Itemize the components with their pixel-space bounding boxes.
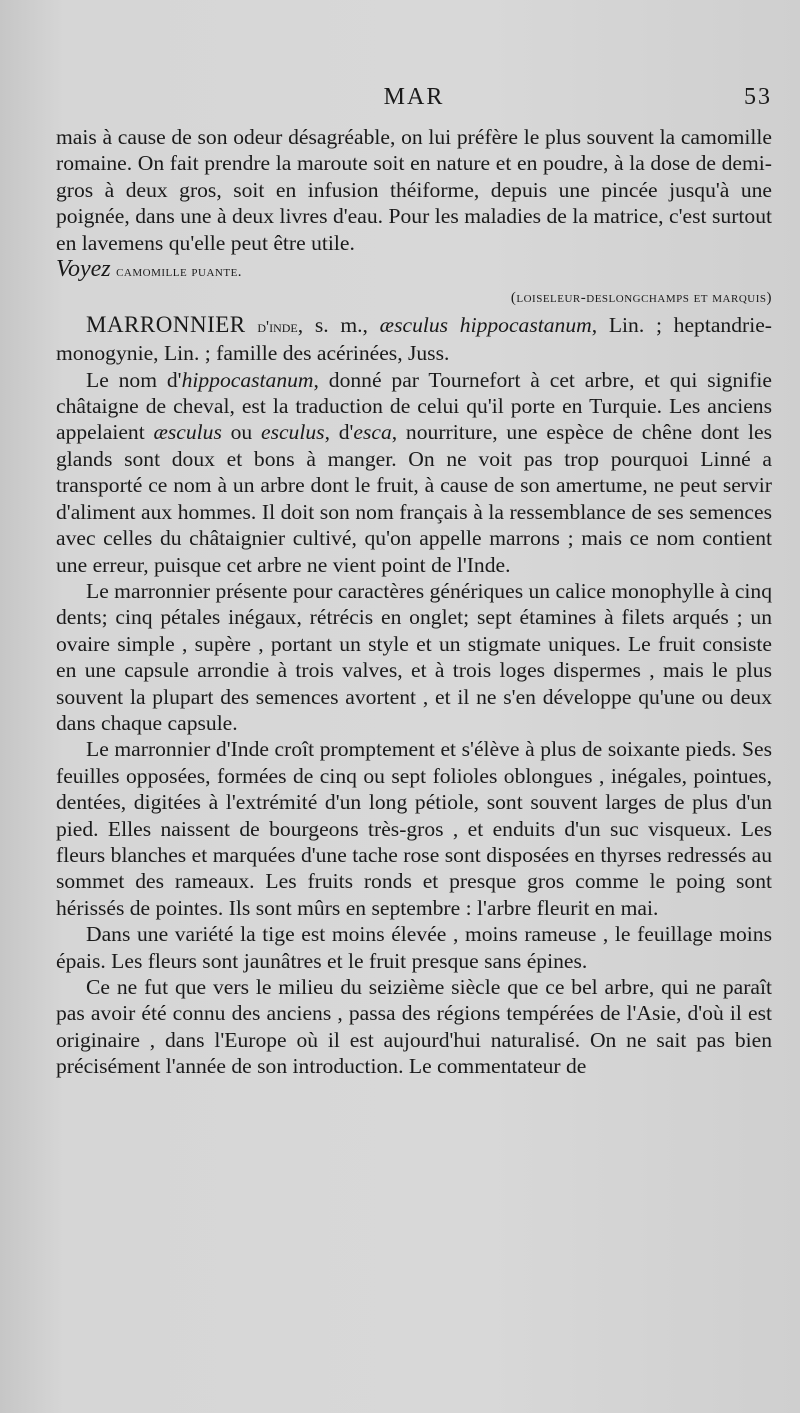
voyez-target: camomille puante. [116, 264, 243, 281]
paragraph-history: Ce ne fut que vers le milieu du seizième siècle que ce bel arbre, qui ne paraît pas avoir été connu des anciens , passa des régions tempérées de l'Asie, d'où il est originaire , dans l'Europe où il est aujourd'hui naturalisé. On ne sait pas bien précisément l'année de son introduction. Le commentateur de [56, 975, 772, 1079]
text-run-italic: esculus [260, 420, 325, 445]
text-run: , donné par Tournefort à cet arbre, et qui signifie châtaigne de cheval, est la traduction de celui qu'il porte en Turquie. Les anciens appelaient [56, 367, 772, 445]
paragraph-maroute: mais à cause de son odeur désagréable, on lui préfère le plus souvent la camomille romaine. On fait prendre la maroute soit en nature et en poudre, à la dose de demi-gros à deux gros, soit en infusion théiforme, depuis une pincée jusqu'à une poignée, dans une à deux livres d'eau. Pour les maladies de la matrice, c'est surtout en lavemens qu'elle peut être utile. [56, 125, 772, 255]
text-run-italic: hippocastanum [181, 367, 314, 392]
text-run: Le nom d' [86, 367, 182, 392]
entry-latin-name: æsculus hippocastanum [379, 312, 592, 337]
paragraph-characters: Le marronnier présente pour caractères génériques un calice monophylle à cinq dents; cinq pétales inégaux, rétrécis en onglet; sept étamines à filets arqués ; un ovaire simple , supère , portant un style et un stigmate uniques. Le fruit consiste en une capsule arrondie à trois valves, et à trois loges dispermes , mais le plus souvent la plupart des semences avortent , et il ne s'en développe qu'une ou deux dans chaque capsule. [56, 578, 772, 735]
page-number: 53 [744, 84, 772, 110]
page-header [56, 84, 772, 124]
entry-grammar: , s. m., [297, 312, 380, 337]
entry-headword: MARRONNIER [86, 311, 246, 337]
paragraph-etymology [56, 367, 772, 578]
author-attribution: (loiseleur-deslongchamps et marquis) [510, 290, 772, 307]
running-head: MAR [383, 84, 445, 110]
text-run-italic: esca [353, 420, 392, 445]
cross-reference [56, 256, 772, 285]
entry-qualifier: d'inde [257, 316, 298, 336]
entry-heading [56, 312, 772, 367]
text-run: ou [221, 420, 261, 445]
paragraph-variety: Dans une variété la tige est moins élevée , moins rameuse , le feuillage moins épais. Les fleurs sont jaunâtres et le fruit presque sans épines. [56, 922, 772, 973]
text-run: , nourriture, une espèce de chêne dont les glands sont doux et bons à manger. On ne voit pas trop pourquoi Linné a transporté ce nom à un arbre dont le fruit, à cause de son amertume, ne peut servir d'aliment aux hommes. Il doit son nom français à la ressemblance de ses semences avec celles du châtaignier cultivé, qu'on appelle marrons ; mais ce nom contient une erreur, puisque cet arbre ne vient point de l'Inde. [56, 420, 772, 577]
text-run-italic: æsculus [153, 420, 222, 445]
paragraph-description: Le marronnier d'Inde croît promptement et s'élève à plus de soixante pieds. Ses feuilles opposées, formées de cinq ou sept folioles oblongues , inégales, pointues, dentées, digitées à l'extrémité d'un long pétiole, sont souvent larges de plus d'un pied. Elles naissent de bourgeons très-gros , et enduits d'un suc visqueux. Les fleurs blanches et marquées d'une tache rose sont disposées en thyrses redressés au sommet des rameaux. Les fruits ronds et presque gros comme le poing sont hérissés de pointes. Ils sont mûrs en septembre : l'arbre fleurit en mai. [56, 737, 772, 920]
body-text [56, 124, 772, 1080]
text-run: , d' [324, 420, 354, 445]
voyez-label: Voyez [56, 256, 111, 283]
entry-classification: , Lin. ; heptandrie-monogynie, Lin. ; famille des acérinées, Juss. [56, 312, 772, 366]
